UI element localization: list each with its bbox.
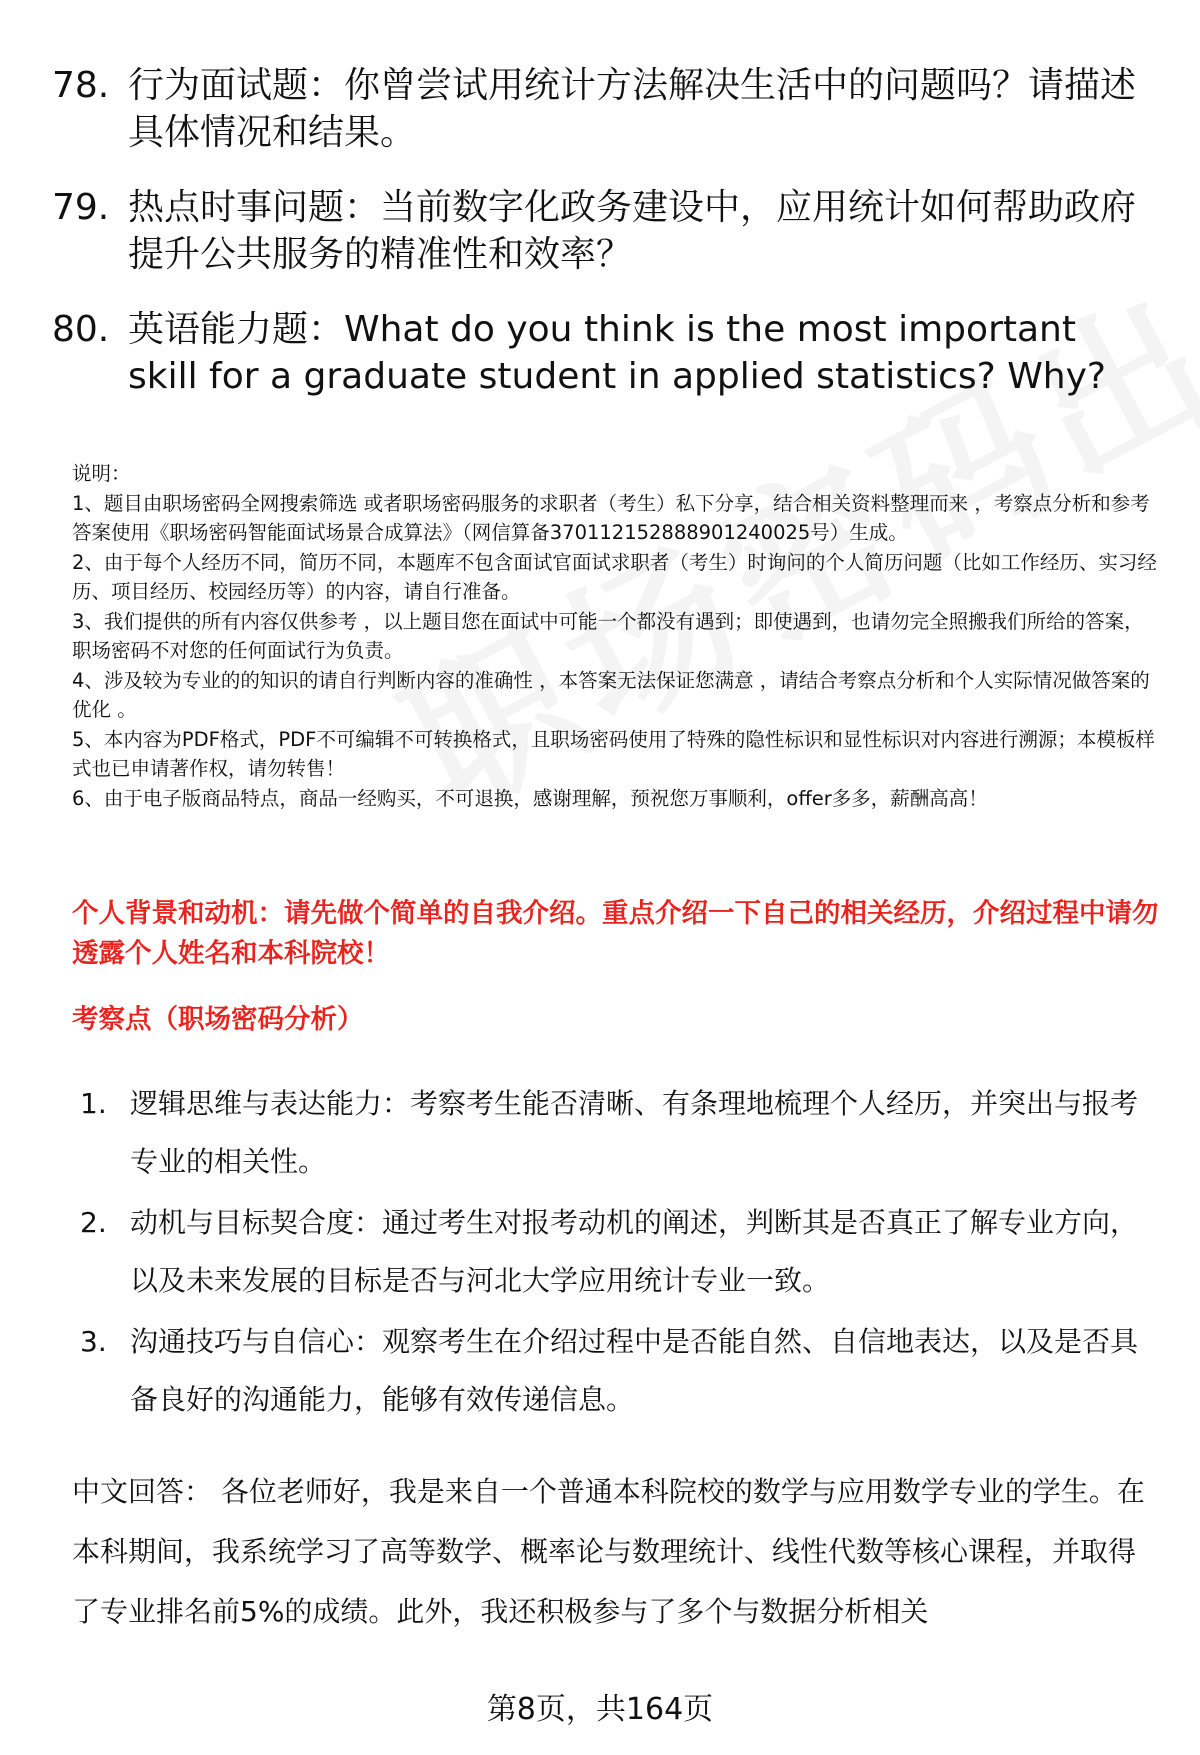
note-item: 4、涉及较为专业的的知识的请自行判断内容的准确性 ，本答案无法保证您满意 ，请结合考察点分析和个人实际情况做答案的优化 。 <box>72 668 1150 721</box>
exam-point-text: 沟通技巧与自信心：观察考生在介绍过程中是否能自然、自信地表达，以及是否具备良好的沟通能力，能够有效传递信息。 <box>130 1325 1139 1416</box>
question-text: 行为面试题：你曾尝试用统计方法解决生活中的问题吗？请描述具体情况和结果。 <box>128 65 1137 153</box>
exam-point-number: 2. <box>80 1206 107 1239</box>
answer-paragraph: 中文回答： 各位老师好，我是来自一个普通本科院校的数学与应用数学专业的学生。在本科期间，我系统学习了高等数学、概率论与数理统计、线性代数等核心课程，并取得了专业排名前5%的成绩。此外，我还积极参与了多个与数据分析相关 <box>72 1475 1145 1628</box>
question-item <box>52 306 1152 400</box>
exam-points-title: 考察点（职场密码分析） <box>72 1004 364 1035</box>
exam-point-text: 动机与目标契合度：通过考生对报考动机的阐述，判断其是否真正了解专业方向，以及未来发展的目标是否与河北大学应用统计专业一致。 <box>130 1206 1139 1297</box>
exam-point-number: 3. <box>80 1325 107 1358</box>
question-number: 79. <box>52 187 110 228</box>
question-number: 78. <box>52 65 110 106</box>
exam-point-item <box>80 1075 1160 1191</box>
note-item: 1、题目由职场密码全网搜索筛选 或者职场密码服务的求职者（考生）私下分享，结合相关资料整理而来 ，考察点分析和参考答案使用《职场密码智能面试场景合成算法》（网信算备370112152888901240025号）生成。 <box>72 491 1150 544</box>
exam-point-text: 逻辑思维与表达能力：考察考生能否清晰、有条理地梳理个人经历，并突出与报考专业的相关性。 <box>130 1087 1139 1178</box>
exam-point-item <box>80 1194 1160 1310</box>
exam-point-number: 1. <box>80 1087 107 1120</box>
notes-section <box>72 459 1162 813</box>
note-item: 5、本内容为PDF格式，PDF不可编辑不可转换格式，且职场密码使用了特殊的隐性标识和显性标识对内容进行溯源；本模板样式也已申请著作权，请勿转售！ <box>72 727 1155 780</box>
question-text: 热点时事问题：当前数字化政务建设中，应用统计如何帮助政府提升公共服务的精准性和效率？ <box>128 187 1137 275</box>
question-text: 英语能力题：What do you think is the most important skill for a graduate student in applied statistics? Why? <box>128 309 1107 397</box>
question-item <box>52 62 1152 156</box>
intro-question: 个人背景和动机：请先做个简单的自我介绍。重点介绍一下自己的相关经历，介绍过程中请勿透露个人姓名和本科院校！ <box>72 898 1159 969</box>
note-item: 6、由于电子版商品特点，商品一经购买，不可退换，感谢理解，预祝您万事顺利，offer多多，薪酬高高！ <box>72 786 988 810</box>
note-item: 3、我们提供的所有内容仅供参考 ，以上题目您在面试中可能一个都没有遇到；即使遇到，也请勿完全照搬我们所给的答案，职场密码不对您的任何面试行为负责。 <box>72 609 1144 662</box>
page-footer: 第8页，共164页 <box>486 1692 714 1727</box>
question-item <box>52 184 1152 278</box>
notes-title: 说明： <box>72 462 131 485</box>
question-list <box>52 62 1152 428</box>
exam-point-item <box>80 1313 1160 1429</box>
exam-points-list <box>80 1075 1160 1432</box>
note-item: 2、由于每个人经历不同，简历不同，本题库不包含面试官面试求职者（考生）时询问的个人简历问题（比如工作经历、实习经历、项目经历、校园经历等）的内容，请自行准备。 <box>72 550 1157 603</box>
question-number: 80. <box>52 309 110 350</box>
